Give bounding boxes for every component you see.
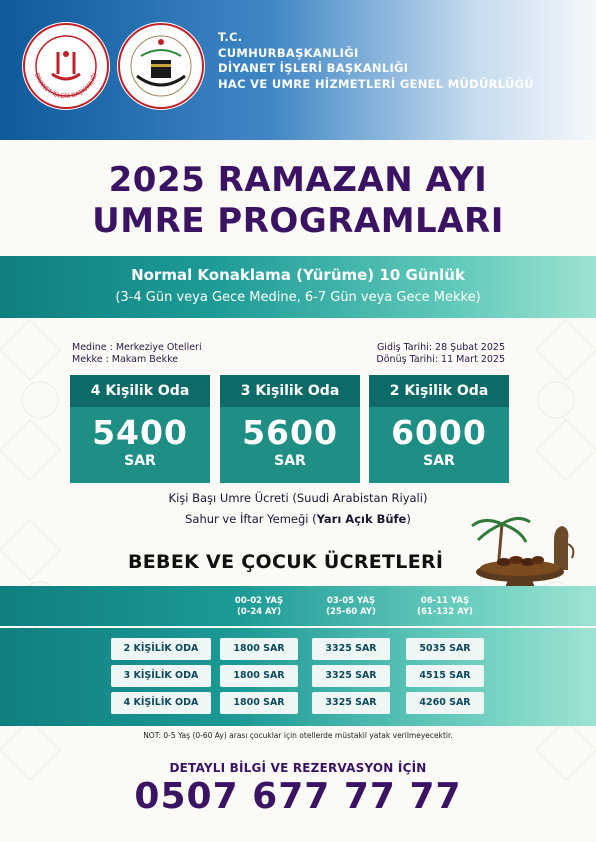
age-months: (25-60 AY): [326, 607, 376, 617]
age-group-header: [214, 596, 304, 618]
meal-note-suffix: ): [406, 512, 411, 526]
page-title-line1: 2025 RAMAZAN AYI: [108, 160, 488, 200]
children-fees-title: BEBEK VE ÇOCUK ÜCRETLERİ: [128, 551, 444, 573]
contact-label: DETAYLI BİLGİ VE REZERVASYON İÇİN: [169, 761, 427, 775]
table-row-room: 3 KİŞİLİK ODA: [111, 665, 211, 687]
phone-number[interactable]: 0507 677 77 77: [134, 776, 462, 817]
table-cell: 5035 SAR: [406, 638, 484, 660]
price-card-body: [220, 407, 360, 483]
price-card-currency: SAR: [423, 453, 455, 469]
price-card-amount: 5600: [242, 413, 338, 452]
table-cell: 1800 SAR: [220, 692, 298, 714]
program-name: Normal Konaklama (Yürüme) 10 Günlük: [131, 266, 465, 284]
org-line-tc: T.C.: [218, 30, 243, 44]
table-cell: 3325 SAR: [312, 638, 390, 660]
age-group-header: [400, 596, 490, 618]
org-line-diyanet: DİYANET İŞLERİ BAŞKANLIĞI: [218, 61, 409, 75]
price-card-amount: 5400: [92, 413, 188, 452]
price-card-body: [70, 407, 210, 483]
price-card-currency: SAR: [274, 453, 306, 469]
price-card-room: 4 Kişilik Oda: [70, 375, 210, 407]
hac-umre-seal-logo: [117, 22, 205, 110]
mekke-hotel: Mekke : Makam Bekke: [72, 354, 179, 365]
table-cell: 4260 SAR: [406, 692, 484, 714]
medine-hotel: Medine : Merkeziye Otelleri: [72, 342, 202, 353]
age-group-header: [306, 596, 396, 618]
price-note: Kişi Başı Umre Ücreti (Suudi Arabistan Riyali): [168, 491, 428, 505]
price-card-4-person: [70, 375, 210, 483]
diyanet-seal-logo: [22, 22, 110, 110]
price-card-body: [369, 407, 509, 483]
price-card-room: 3 Kişilik Oda: [220, 375, 360, 407]
price-card-amount: 6000: [391, 413, 487, 452]
age-range: 00-02 YAŞ: [234, 596, 284, 606]
page-title-line2: UMRE PROGRAMLARI: [92, 201, 504, 241]
header-banner: [0, 0, 596, 140]
return-date: Dönüş Tarihi: 11 Mart 2025: [376, 354, 505, 365]
price-card-room: 2 Kişilik Oda: [369, 375, 509, 407]
table-cell: 3325 SAR: [312, 665, 390, 687]
age-range: 03-05 YAŞ: [326, 596, 376, 606]
children-footnote: NOT: 0-5 Yaş (0-60 Ay) arası çocuklar için otellerde müstakil yatak verilmeyecektir.: [143, 731, 453, 740]
fees-table-band: [0, 628, 596, 726]
program-detail: (3-4 Gün veya Gece Medine, 6-7 Gün veya Gece Mekke): [115, 290, 481, 305]
price-card-2-person: [369, 375, 509, 483]
price-card-currency: SAR: [124, 453, 156, 469]
price-card-3-person: [220, 375, 360, 483]
age-range: 06-11 YAŞ: [420, 596, 470, 606]
table-cell: 4515 SAR: [406, 665, 484, 687]
age-months: (0-24 AY): [237, 607, 281, 617]
table-cell: 3325 SAR: [312, 692, 390, 714]
org-line-presidency: CUMHURBAŞKANLIĞI: [218, 45, 359, 60]
table-cell: 1800 SAR: [220, 665, 298, 687]
meal-note-bold: Yarı Açık Büfe: [316, 512, 407, 526]
table-row-room: 2 KİŞİLİK ODA: [111, 638, 211, 660]
dates-palm-illustration: [468, 510, 578, 594]
departure-date: Gidiş Tarihi: 28 Şubat 2025: [376, 342, 505, 353]
age-months: (61-132 AY): [417, 607, 473, 617]
organization-name: [218, 30, 534, 92]
table-cell: 1800 SAR: [220, 638, 298, 660]
meal-note-prefix: Sahur ve İftar Yemeği (: [185, 512, 317, 526]
svg-text:DİYANET İŞLERİ BAŞKANLIĞI: DİYANET İŞLERİ BAŞKANLIĞI: [33, 72, 99, 101]
table-row-room: 4 KİŞİLİK ODA: [111, 692, 211, 714]
org-line-directorate: HAC VE UMRE HİZMETLERİ GENEL MÜDÜRLÜĞÜ: [218, 76, 534, 91]
